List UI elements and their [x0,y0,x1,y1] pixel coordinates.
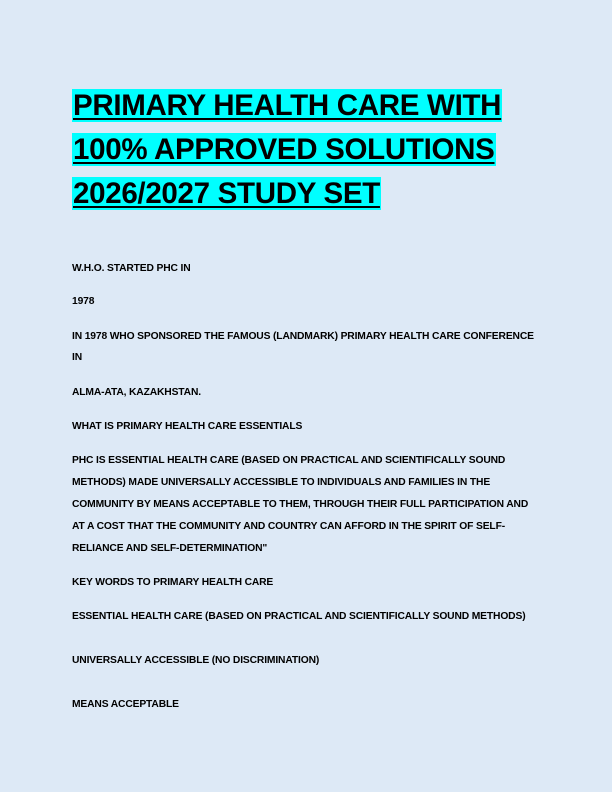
title-line-3: 2026/2027 STUDY SET [73,177,380,210]
title-line-1: PRIMARY HEALTH CARE WITH [73,89,502,122]
answer-year: 1978 [72,296,95,307]
definition-line-1: PHC IS ESSENTIAL HEALTH CARE (BASED ON PRACTICAL AND SCIENTIFICALLY SOUND [72,455,506,466]
question-who-started-phc: W.H.O. STARTED PHC IN [72,263,191,274]
definition-line-5: RELIANCE AND SELF-DETERMINATION" [72,543,268,554]
question-conference-line-1: IN 1978 WHO SPONSORED THE FAMOUS (LANDMARK) PRIMARY HEALTH CARE CONFERENCE [72,331,534,342]
key-word-accessible: UNIVERSALLY ACCESSIBLE (NO DISCRIMINATION) [72,655,320,666]
question-phc-essentials: WHAT IS PRIMARY HEALTH CARE ESSENTIALS [72,421,303,432]
definition-line-2: METHODS) MADE UNIVERSALLY ACCESSIBLE TO INDIVIDUALS AND FAMILIES IN THE [72,477,491,488]
document-title [72,84,542,216]
key-word-acceptable: MEANS ACCEPTABLE [72,699,179,710]
question-key-words: KEY WORDS TO PRIMARY HEALTH CARE [72,577,274,588]
definition-line-4: AT A COST THAT THE COMMUNITY AND COUNTRY CAN AFFORD IN THE SPIRIT OF SELF- [72,521,505,532]
key-word-essential: ESSENTIAL HEALTH CARE (BASED ON PRACTICAL AND SCIENTIFICALLY SOUND METHODS) [72,611,526,622]
title-line-2: 100% APPROVED SOLUTIONS [73,133,495,166]
question-conference-line-2: IN [72,352,82,363]
answer-location: ALMA-ATA, KAZAKHSTAN. [72,387,201,398]
definition-line-3: COMMUNITY BY MEANS ACCEPTABLE TO THEM, THROUGH THEIR FULL PARTICIPATION AND [72,499,529,510]
